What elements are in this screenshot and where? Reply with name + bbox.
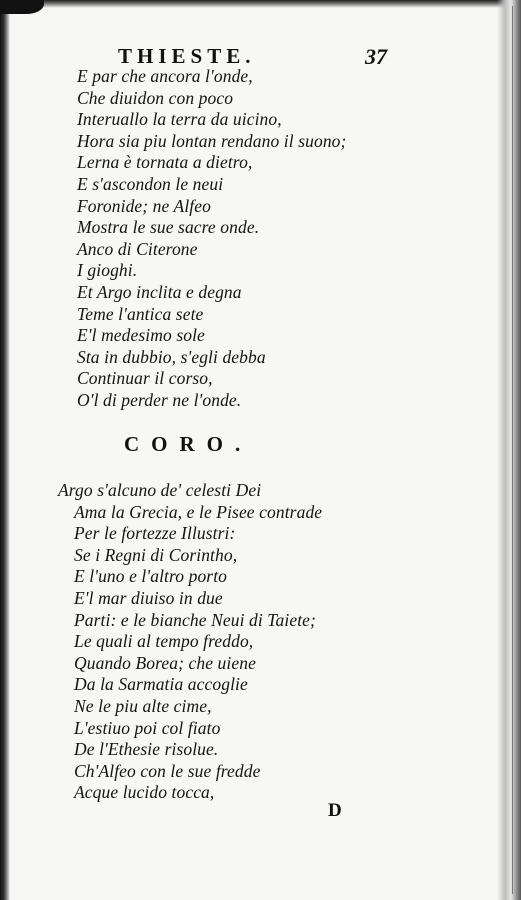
verse-line: E'l mar diuiso in due — [74, 587, 223, 608]
verse-line: Sta in dubbio, s'egli debba — [77, 346, 266, 367]
verse-line: Quando Borea; che uiene — [74, 652, 256, 673]
verse-line: Per le fortezze Illustri: — [74, 523, 236, 544]
verse-line: Teme l'antica sete — [77, 303, 204, 324]
verse-block-2 — [58, 480, 322, 804]
verse-line: Ch'Alfeo con le sue fredde — [74, 760, 261, 781]
verse-line: I gioghi. — [77, 260, 138, 281]
verse-line: Le quali al tempo freddo, — [74, 631, 254, 652]
page-gutter-line — [512, 6, 513, 894]
page-top-edge — [0, 0, 521, 8]
verse-line: Foronide; ne Alfeo — [77, 195, 211, 216]
page-number: 37 — [365, 44, 387, 69]
verse-line: Interuallo la terra da uicino, — [77, 109, 282, 130]
verse-line: Mostra le sue sacre onde. — [77, 217, 260, 238]
verse-line: Lerna è tornata a dietro, — [77, 152, 253, 173]
running-head: THIESTE. — [118, 44, 256, 68]
verse-line: Continuar il corso, — [77, 368, 213, 389]
verse-line: L'estiuo poi col fiato — [74, 717, 221, 738]
verse-line: Argo s'alcuno de' celesti Dei — [58, 480, 262, 500]
page-left-edge — [0, 0, 10, 900]
section-heading-coro: CORO. — [124, 432, 253, 456]
verse-line: E'l medesimo sole — [77, 325, 205, 346]
verse-line: Acque lucido tocca, — [74, 782, 215, 803]
verse-line: E s'ascondon le neui — [77, 173, 224, 194]
page-corner-shadow — [0, 0, 44, 14]
verse-line: Ne le piu alte cime, — [74, 695, 212, 716]
verse-line: De l'Ethesie risolue. — [74, 739, 219, 760]
verse-line: E l'uno e l'altro porto — [74, 566, 228, 587]
verse-line: O'l di perder ne l'onde. — [77, 389, 242, 410]
signature-mark: D — [328, 800, 342, 821]
page-right-edge — [497, 0, 521, 900]
verse-line: Anco di Citerone — [77, 238, 198, 259]
verse-line: Se i Regni di Corintho, — [74, 544, 238, 565]
verse-line: Hora sia piu lontan rendano il suono; — [77, 130, 347, 151]
verse-line: Ama la Grecia, e le Pisee contrade — [74, 501, 323, 522]
verse-line: Da la Sarmatia accoglie — [74, 674, 248, 695]
verse-line: Che diuidon con poco — [77, 87, 234, 108]
verse-line: E par che ancora l'onde, — [77, 66, 253, 86]
verse-line: Parti: e le bianche Neui di Taiete; — [74, 609, 316, 630]
verse-line: Et Argo inclita e degna — [77, 281, 242, 302]
verse-block-1 — [77, 66, 346, 412]
